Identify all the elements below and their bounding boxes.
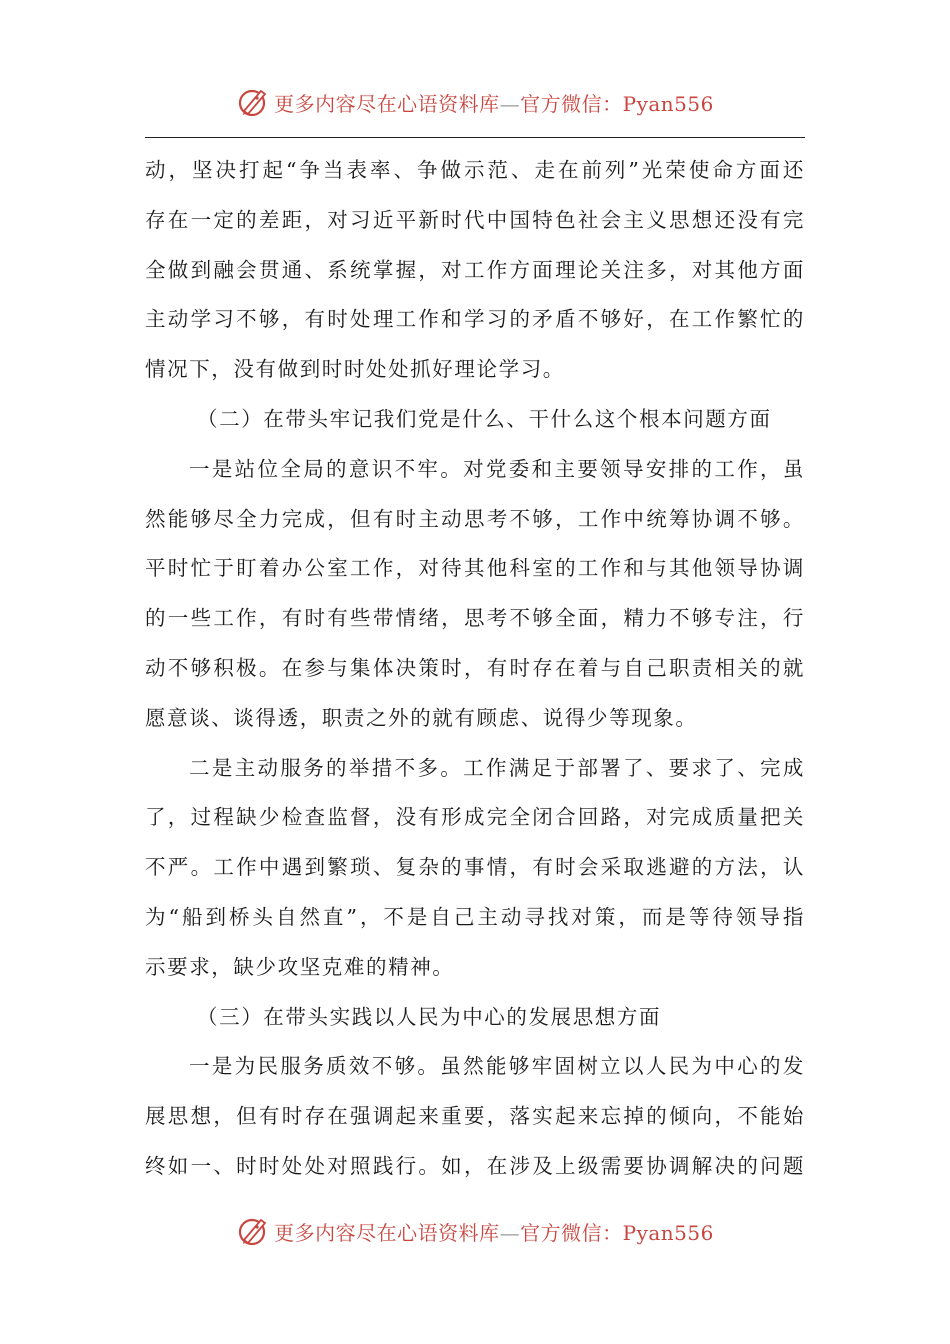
text-line: 一是站位全局的意识不牢。对党委和主要领导安排的工作，虽 (189, 456, 805, 481)
footer-banner-suffix: 官方微信：Pyan556 (520, 1220, 714, 1245)
text-line: 的一些工作，有时有些带情绪，思考不够全面，精力不够专注，行 (145, 606, 805, 631)
text-line: 情况下，没有做到时时处处抓好理论学习。 (145, 357, 565, 382)
text-line: 动，坚决打起“争当表率、争做示范、走在前列”光荣使命方面还 (145, 158, 805, 182)
footer-banner-separator: — (499, 1220, 521, 1245)
footer-banner-main: 更多内容尽在心语资料库 (274, 1220, 500, 1245)
text-line: 不严。工作中遇到繁琐、复杂的事情，有时会采取逃避的方法，认 (145, 855, 805, 880)
text-line: 一是为民服务质效不够。虽然能够牢固树立以人民为中心的发 (189, 1054, 805, 1079)
header-banner (0, 82, 950, 122)
text-line: 全做到融会贯通、系统掌握，对工作方面理论关注多，对其他方面 (145, 257, 805, 282)
footer-banner-text (274, 1217, 714, 1246)
text-line: 主动学习不够，有时处理工作和学习的矛盾不够好，在工作繁忙的 (145, 307, 805, 332)
text-line: 平时忙于盯着办公室工作，对待其他科室的工作和与其他领导协调 (145, 556, 805, 581)
document-body (145, 146, 805, 1192)
text-line: 展思想，但有时存在强调起来重要，落实起来忘掉的倾向，不能始 (145, 1104, 805, 1129)
text-line: 终如一、时时处处对照践行。如，在涉及上级需要协调解决的问题 (145, 1153, 805, 1178)
text-line: 了，过程缺少检查监督，没有形成完全闭合回路，对完成质量把关 (145, 805, 805, 830)
section-heading: （二）在带头牢记我们党是什么、干什么这个根本问题方面 (197, 406, 772, 431)
text-line: 动不够积极。在参与集体决策时，有时存在着与自己职责相关的就 (145, 655, 805, 680)
text-line: 为“船到桥头自然直”，不是自己主动寻找对策，而是等待领导指 (145, 904, 805, 929)
header-banner-separator: — (499, 91, 521, 116)
text-line: 然能够尽全力完成，但有时主动思考不够，工作中统筹协调不够。 (145, 506, 805, 531)
section-heading: （三）在带头实践以人民为中心的发展思想方面 (197, 1004, 662, 1029)
pen-in-circle-icon (236, 85, 270, 119)
text-line: 愿意谈、谈得透，职责之外的就有顾虑、说得少等现象。 (145, 705, 698, 730)
text-line: 存在一定的差距，对习近平新时代中国特色社会主义思想还没有完 (145, 207, 805, 232)
header-rule (145, 137, 805, 138)
header-banner-text (274, 88, 714, 117)
text-line: 示要求，缺少攻坚克难的精神。 (145, 954, 455, 979)
footer-banner (0, 1211, 950, 1251)
header-banner-suffix: 官方微信：Pyan556 (520, 91, 714, 116)
text-line: 二是主动服务的举措不多。工作满足于部署了、要求了、完成 (189, 755, 805, 780)
pen-in-circle-icon (236, 1214, 270, 1248)
header-banner-main: 更多内容尽在心语资料库 (274, 91, 500, 116)
